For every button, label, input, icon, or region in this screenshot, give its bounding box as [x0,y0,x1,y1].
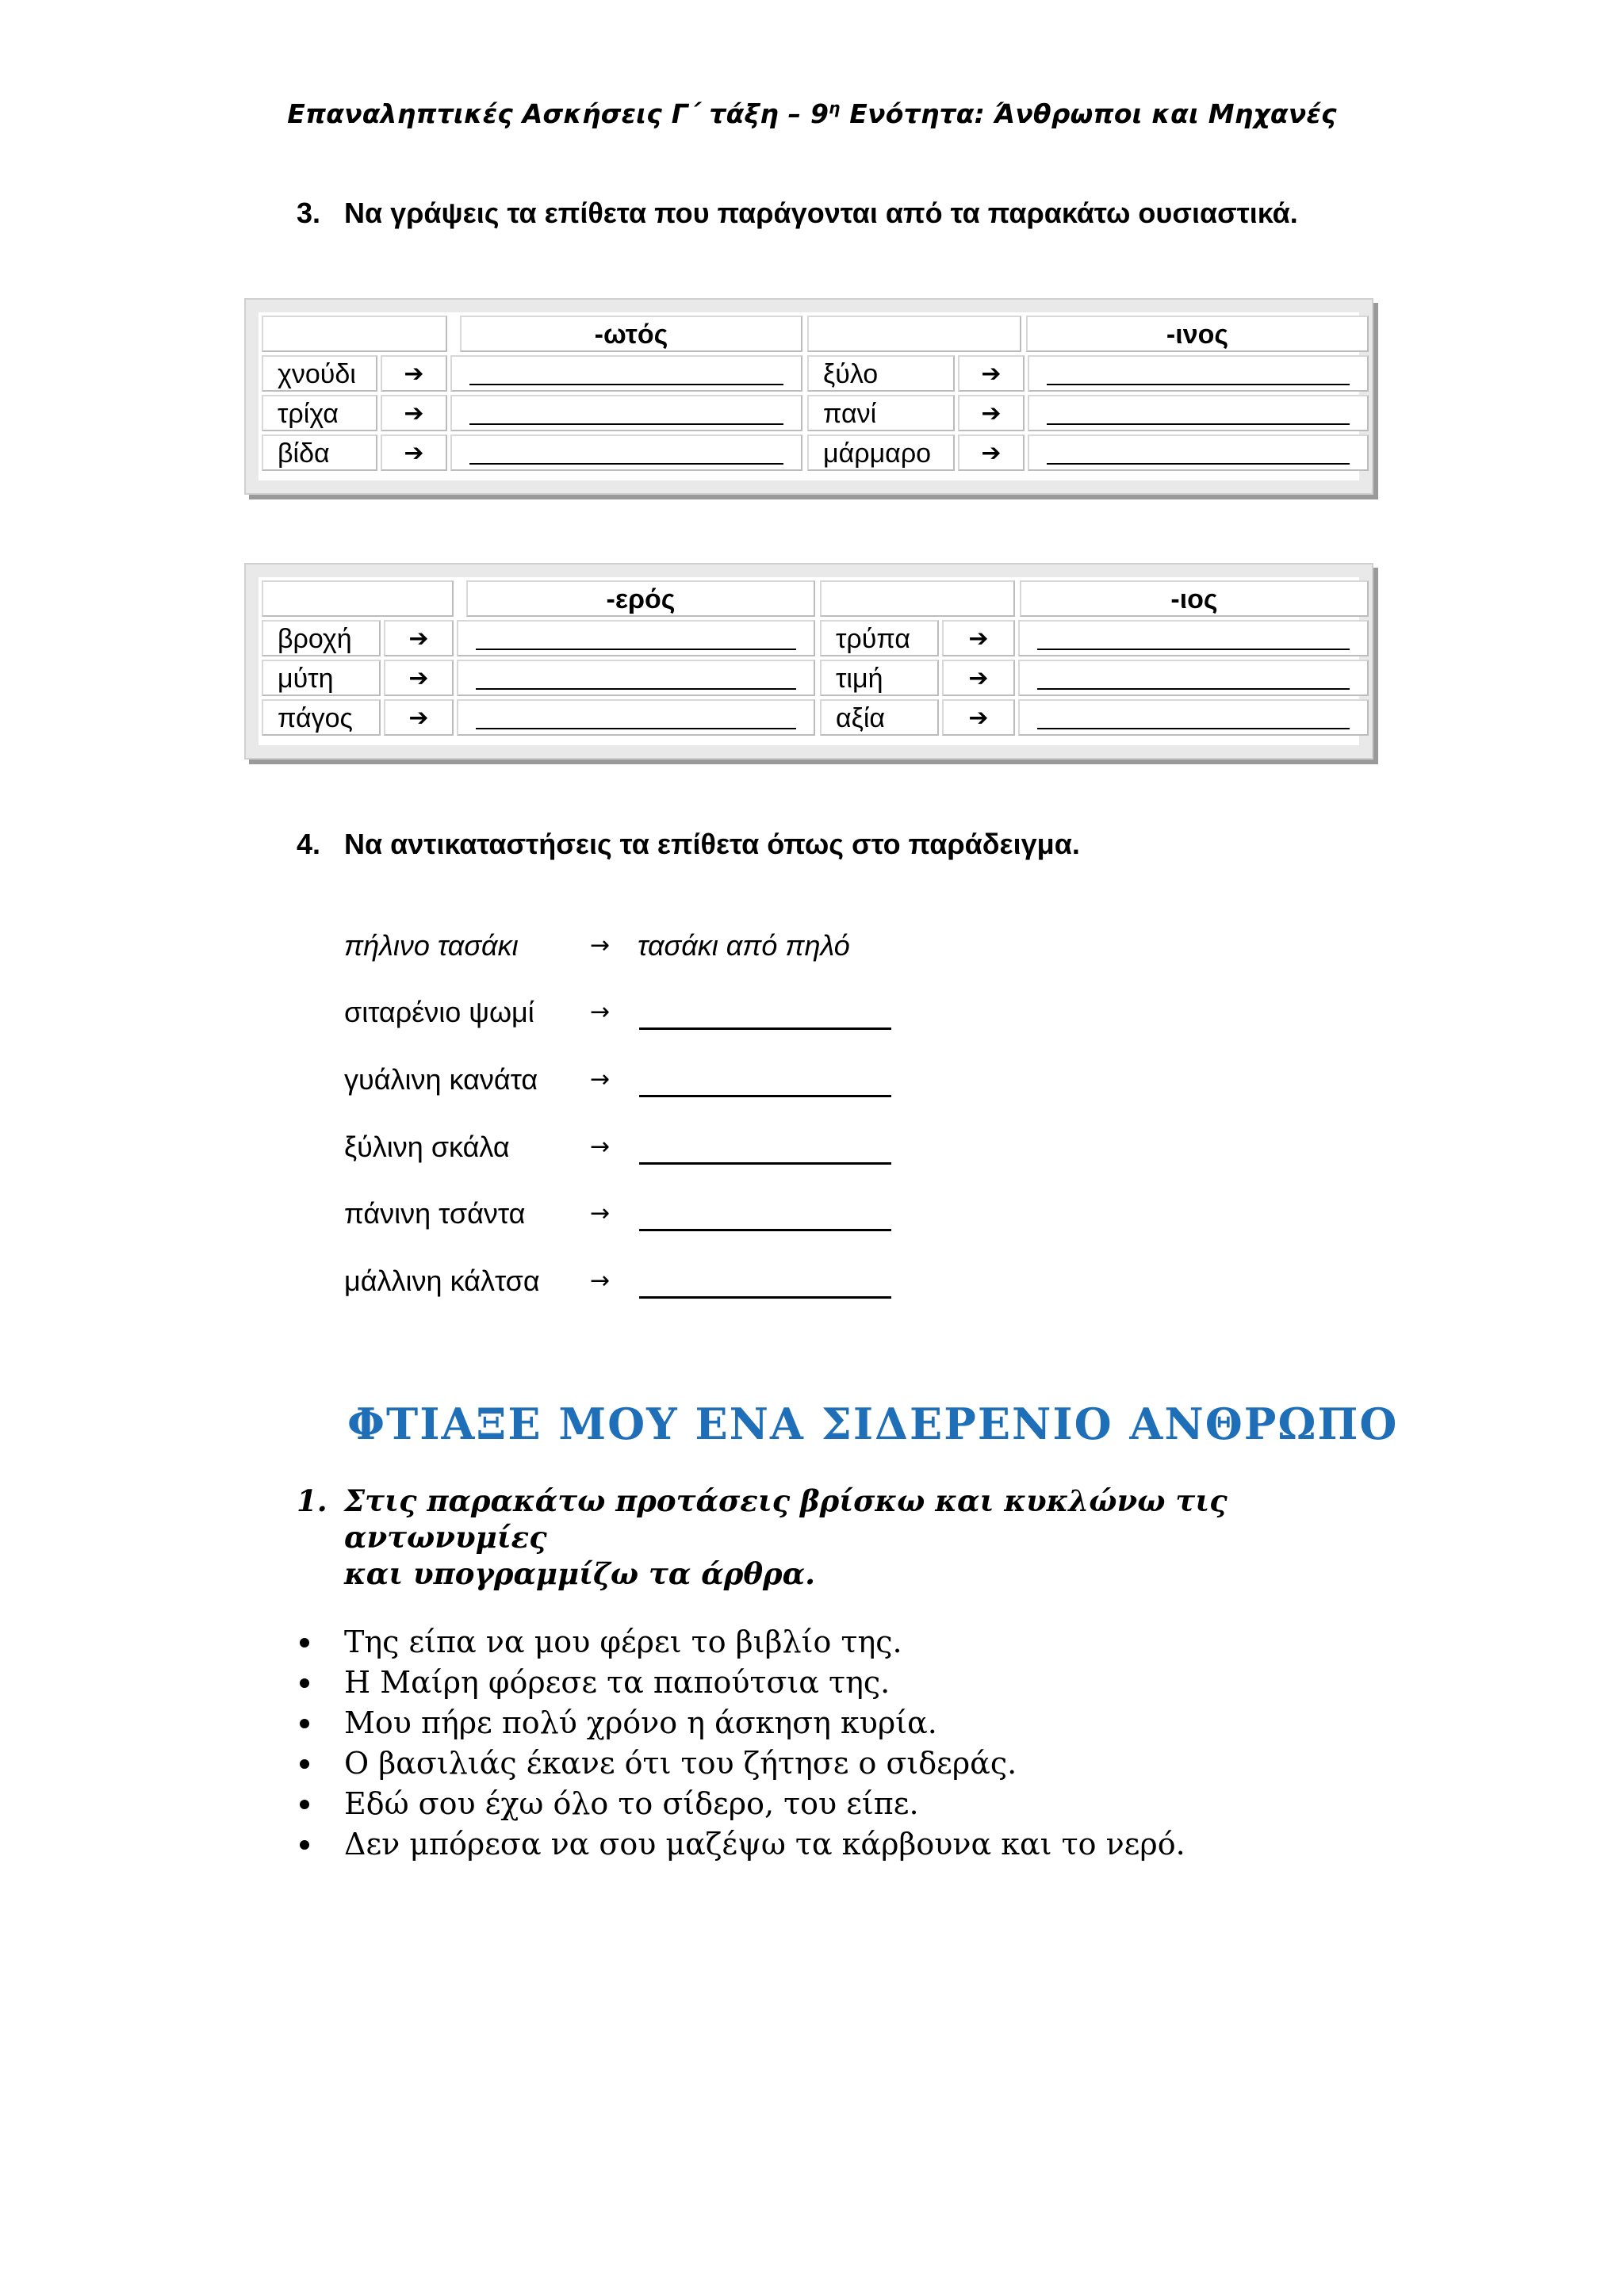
adjective-phrase: πάνινη τσάντα [344,1197,526,1230]
noun-cell: βίδα [262,434,377,471]
derivation-table-2 [244,563,1373,760]
noun-cell: πανί [807,395,955,431]
answer-blank[interactable] [1028,355,1369,392]
page-header [0,98,1624,129]
arrow-icon: → [590,1066,611,1093]
answer-blank[interactable] [457,660,815,696]
answer-blank[interactable] [450,395,802,431]
exercise-instruction-line2: και υπογραμμίζω τα άρθρα. [344,1556,815,1591]
list-item [297,1824,1185,1865]
exercise-number: 1. [297,1483,327,1518]
bullet-icon [300,1800,309,1809]
bullet-icon [300,1759,309,1769]
arrow-icon: ➔ [942,620,1015,656]
answer-blank[interactable] [639,1296,891,1299]
table-empty-cell [262,316,447,352]
noun-cell: αξία [820,699,939,736]
arrow-icon: → [590,932,611,959]
noun-cell: τρίχα [262,395,377,431]
answer-blank[interactable] [639,1027,891,1030]
sentence-list [297,1622,1185,1865]
arrow-icon: ➔ [958,395,1025,431]
derivation-table-1 [244,298,1373,495]
answer-blank[interactable] [639,1162,891,1165]
answer-blank[interactable] [450,434,802,471]
answer-blank[interactable] [639,1229,891,1231]
answer-blank[interactable] [1028,395,1369,431]
list-item [297,1784,1185,1824]
answer-blank[interactable] [639,1095,891,1097]
bullet-icon [300,1840,309,1850]
sentence-text: Της είπα να μου φέρει το βιβλίο της. [344,1624,902,1659]
answer-blank[interactable] [450,355,802,392]
sentence-text: Μου πήρε πολύ χρόνο η άσκηση κυρία. [344,1705,937,1740]
adjective-phrase: γυάλινη κανάτα [344,1063,538,1096]
noun-cell: ξύλο [807,355,955,392]
noun-cell: βροχή [262,620,381,656]
exercise-instruction: Να αντικαταστήσεις τα επίθετα όπως στο παράδειγμα. [344,828,1080,860]
header-superscript: η [829,98,841,117]
example-adjective: πήλινο τασάκι [344,929,519,962]
exercise-number: 4. [297,828,321,860]
arrow-icon: ➔ [381,355,447,392]
arrow-icon: ➔ [958,355,1025,392]
adjective-phrase: σιταρένιο ψωμί [344,996,534,1028]
sentence-text: Εδώ σου έχω όλο το σίδερο, του είπε. [344,1786,919,1821]
sentence-text: Ο βασιλιάς έκανε ότι του ζήτησε ο σιδεράς. [344,1746,1017,1781]
bullet-icon [300,1719,309,1728]
table-empty-cell [807,316,1021,352]
exercise-instruction: Να γράψεις τα επίθετα που παράγονται από τα παρακάτω ουσιαστικά. [344,197,1298,229]
section-title: ΦΤΙΑΞΕ ΜΟΥ ΕΝΑ ΣΙΔΕΡΕΝΙΟ ΑΝΘΡΩΠΟ [347,1399,1399,1449]
table-empty-cell [262,580,454,617]
list-item [297,1663,1185,1703]
suffix-header: -ερός [466,580,815,617]
exercise-number: 3. [297,197,321,229]
header-text: Επαναληπτικές Ασκήσεις Γ΄ τάξη – 9 [287,98,829,129]
arrow-icon: → [590,1267,611,1295]
arrow-icon: → [590,1133,611,1161]
exercise-1-title [297,1483,1359,1592]
adjective-phrase: ξύλινη σκάλα [344,1131,510,1163]
noun-cell: πάγος [262,699,381,736]
noun-cell: τρύπα [820,620,939,656]
list-item [297,1703,1185,1743]
noun-cell: μύτη [262,660,381,696]
sentence-text: Δεν μπόρεσα να σου μαζέψω τα κάρβουνα και το νερό. [344,1827,1185,1862]
answer-blank[interactable] [457,699,815,736]
exercise-instruction-line1: Στις παρακάτω προτάσεις βρίσκω και κυκλώνω τις αντωνυμίες [344,1483,1228,1555]
table-empty-cell [820,580,1015,617]
bullet-icon [300,1678,309,1688]
suffix-header: -ωτός [460,316,802,352]
answer-blank[interactable] [1018,620,1369,656]
arrow-icon: → [590,998,611,1026]
noun-cell: τιμή [820,660,939,696]
example-answer: τασάκι από πηλό [638,929,850,962]
suffix-header: -ιος [1020,580,1369,617]
bullet-icon [300,1638,309,1647]
arrow-icon: ➔ [384,620,454,656]
list-item [297,1743,1185,1784]
suffix-header: -ινος [1026,316,1369,352]
noun-cell: χνούδι [262,355,377,392]
noun-cell: μάρμαρο [807,434,955,471]
answer-blank[interactable] [457,620,815,656]
arrow-icon: → [590,1200,611,1227]
answer-blank[interactable] [1028,434,1369,471]
answer-blank[interactable] [1018,660,1369,696]
arrow-icon: ➔ [381,395,447,431]
answer-blank[interactable] [1018,699,1369,736]
exercise-4-title [297,828,1080,861]
adjective-phrase: μάλλινη κάλτσα [344,1265,540,1297]
arrow-icon: ➔ [384,699,454,736]
arrow-icon: ➔ [942,699,1015,736]
header-text-rest: Ενότητα: Άνθρωποι και Μηχανές [840,98,1337,129]
arrow-icon: ➔ [942,660,1015,696]
sentence-text: Η Μαίρη φόρεσε τα παπούτσια της. [344,1665,891,1700]
arrow-icon: ➔ [958,434,1025,471]
list-item [297,1622,1185,1663]
arrow-icon: ➔ [384,660,454,696]
arrow-icon: ➔ [381,434,447,471]
exercise-3-title [297,197,1298,230]
